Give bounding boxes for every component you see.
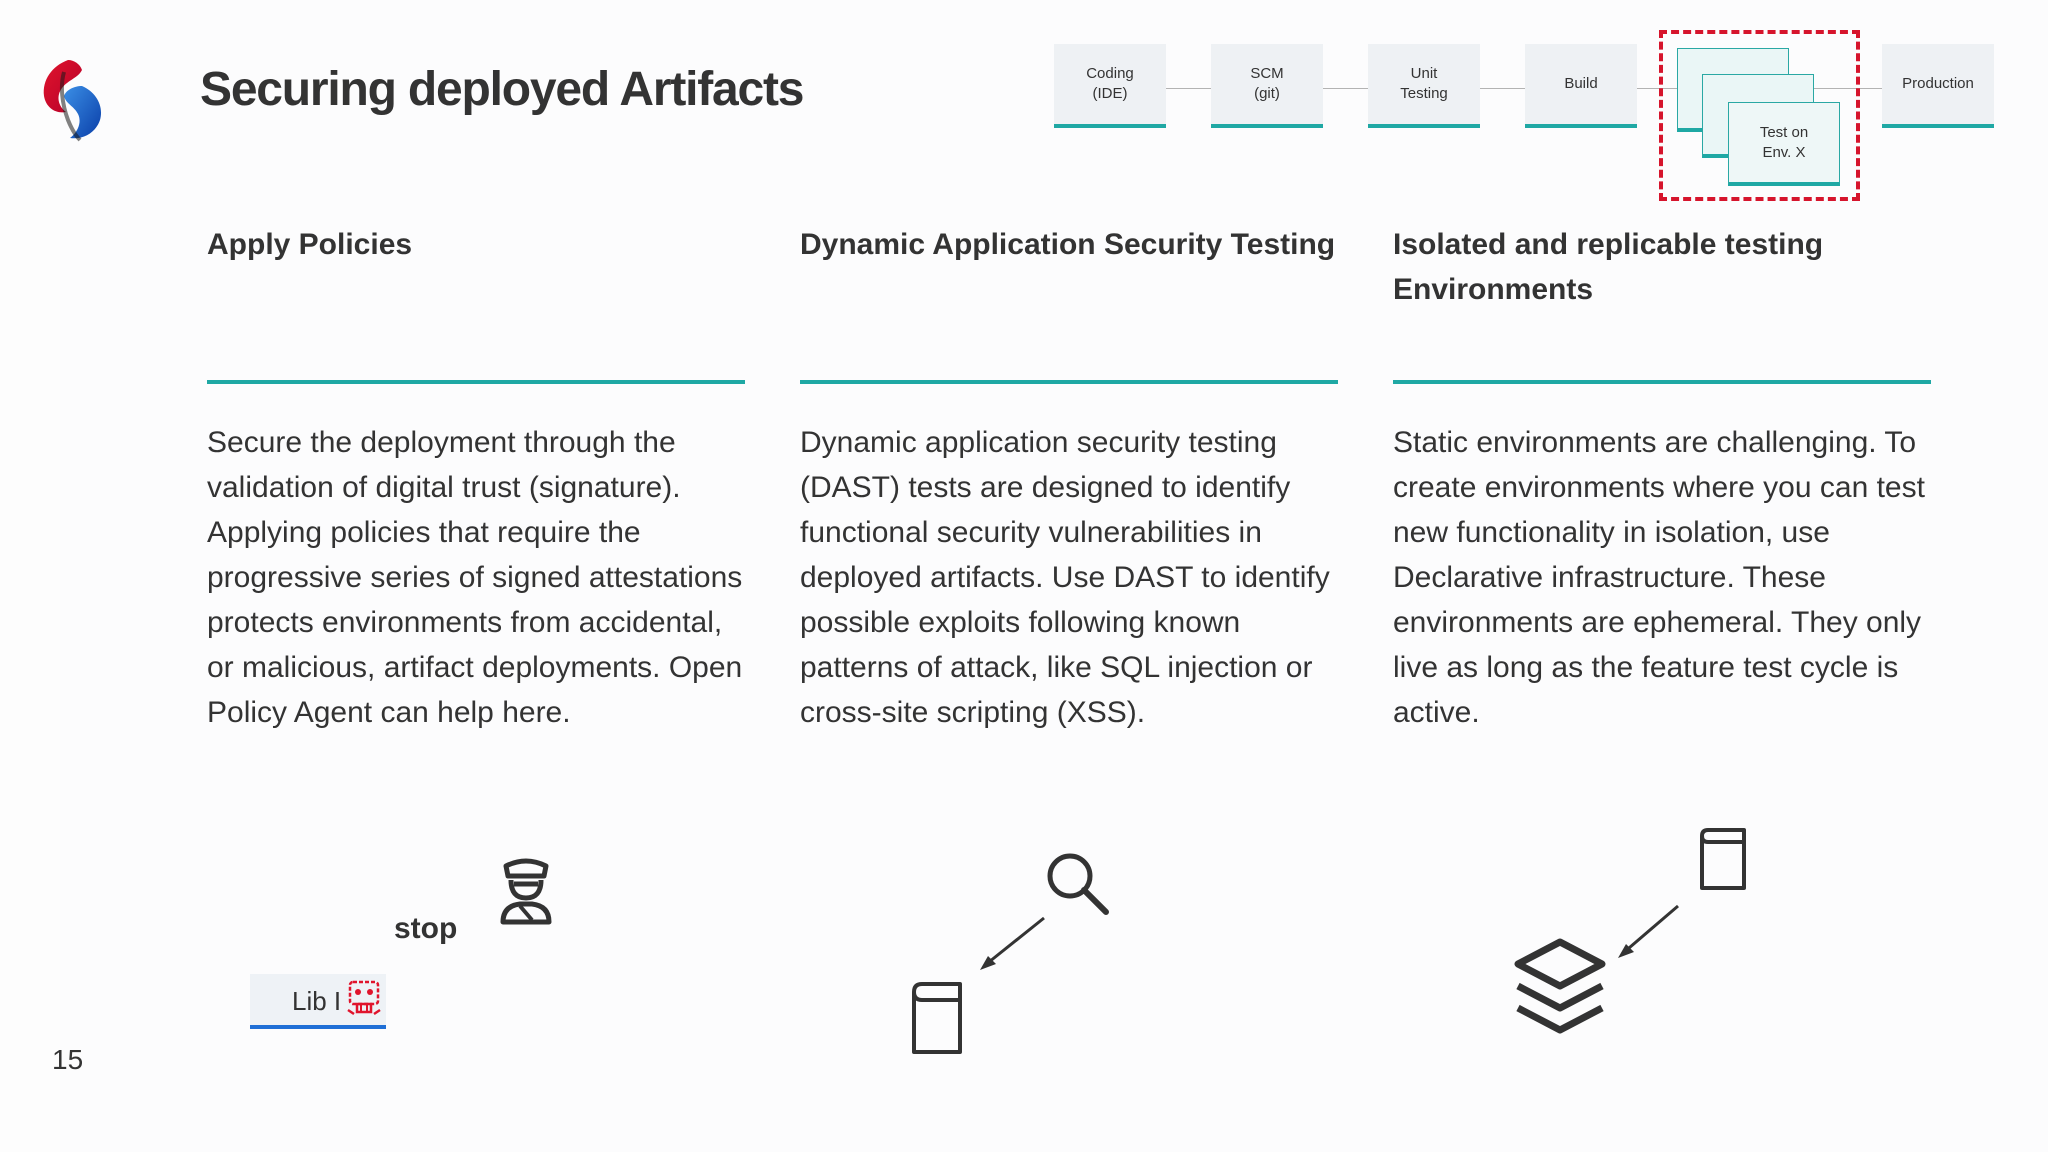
stop-label: stop <box>394 912 458 945</box>
search-icon <box>1044 850 1112 918</box>
layers-icon <box>1512 938 1608 1046</box>
column-title-apply-policies: Apply Policies <box>207 228 413 261</box>
column-body-apply-policies: Secure the deployment through the validation of digital trust (signature). Applying policies that require the progressive series of signed attestations protects environments from accidental, or malicious, artifact deployments. Open Policy Agent can help here. <box>207 426 743 729</box>
pipeline-step-scm: SCM (git) <box>1211 44 1323 128</box>
malware-skull-icon <box>346 980 382 1018</box>
column-body-isolated-environments: Static environments are challenging. To create environments where you can test new functionality in isolation, use Declarative infrastructure. These environments are ephemeral. They only live as long as the feature test cycle is active. <box>1393 426 1925 729</box>
column-title-isolated-environments: Isolated and replicable testing Environments <box>1393 228 1824 306</box>
page-title: Securing deployed Artifacts <box>200 63 804 116</box>
book-icon <box>1696 826 1748 892</box>
pipeline-step-unit-testing: Unit Testing <box>1368 44 1480 128</box>
pipeline-step-build: Build <box>1525 44 1637 128</box>
book-icon <box>904 980 964 1056</box>
test-env-card-front: Test on Env. X <box>1728 102 1840 186</box>
library-artifact-box <box>250 974 386 1029</box>
arrow-icon <box>1614 904 1680 960</box>
page-number: 15 <box>52 1044 84 1075</box>
column-title-dast: Dynamic Application Security Testing <box>800 228 1336 261</box>
column-divider <box>800 380 1338 384</box>
pipeline-diagram <box>0 0 2048 220</box>
library-label: Lib I <box>292 986 342 1016</box>
pipeline-step-production: Production <box>1882 44 1994 128</box>
pipeline-step-coding: Coding (IDE) <box>1054 44 1166 128</box>
arrow-icon <box>976 916 1046 972</box>
column-divider <box>207 380 745 384</box>
column-divider <box>1393 380 1931 384</box>
security-guard-icon <box>498 856 554 926</box>
column-body-dast: Dynamic application security testing (DAST) tests are designed to identify functional security vulnerabilities in deployed artifacts. Use DAST to identify possible exploits following known patterns of attack, like SQL injection or cross-site scripting (XSS). <box>800 426 1330 729</box>
